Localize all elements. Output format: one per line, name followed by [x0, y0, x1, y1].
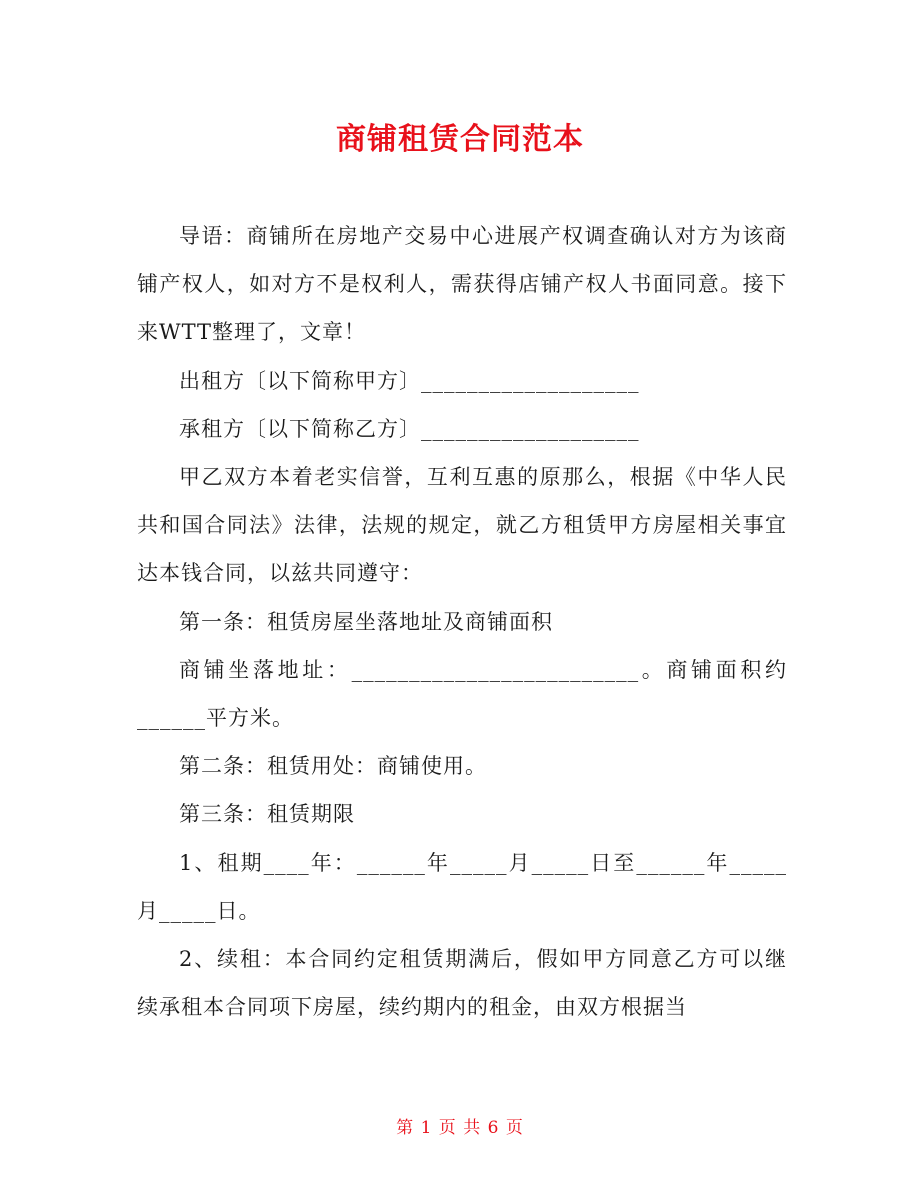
document-title: 商铺租赁合同范本 [336, 122, 584, 157]
paragraph-article-1: 第一条：租赁房屋坐落地址及商铺面积 [179, 609, 553, 634]
document-body [137, 212, 787, 1031]
paragraph-lessor: 出租方〔以下简称甲方〕___________________ [179, 368, 640, 393]
paragraph-article-3: 第三条：租赁期限 [179, 802, 355, 827]
paragraph-lessee: 承租方〔以下简称乙方〕___________________ [179, 416, 640, 441]
page-footer: 第 1 页 共 6 页 [396, 1118, 524, 1138]
paragraph-article-2: 第二条：租赁用处：商铺使用。 [179, 754, 487, 779]
paragraph-renewal: 2、续租：本合同约定租赁期满后，假如甲方同意乙方可以继续承租本合同项下房屋，续约期内的租金，由双方根据当 [137, 947, 787, 1020]
paragraph-intro: 导语：商铺所在房地产交易中心进展产权调查确认对方为该商铺产权人，如对方不是权利人，需获得店铺产权人书面同意。接下来WTT整理了，文章！ [137, 224, 787, 345]
paragraph-term: 1、租期____年：______年_____月_____日至______年_____月_____日。 [137, 850, 787, 923]
paragraph-address: 商铺坐落地址：_________________________。商铺面积约______平方米。 [137, 657, 787, 731]
paragraph-preamble: 甲乙双方本着老实信誉，互利互惠的原那么，根据《中华人民共和国合同法》法律，法规的规定，就乙方租赁甲方房屋相关事宜达本钱合同，以兹共同遵守： [137, 465, 787, 586]
